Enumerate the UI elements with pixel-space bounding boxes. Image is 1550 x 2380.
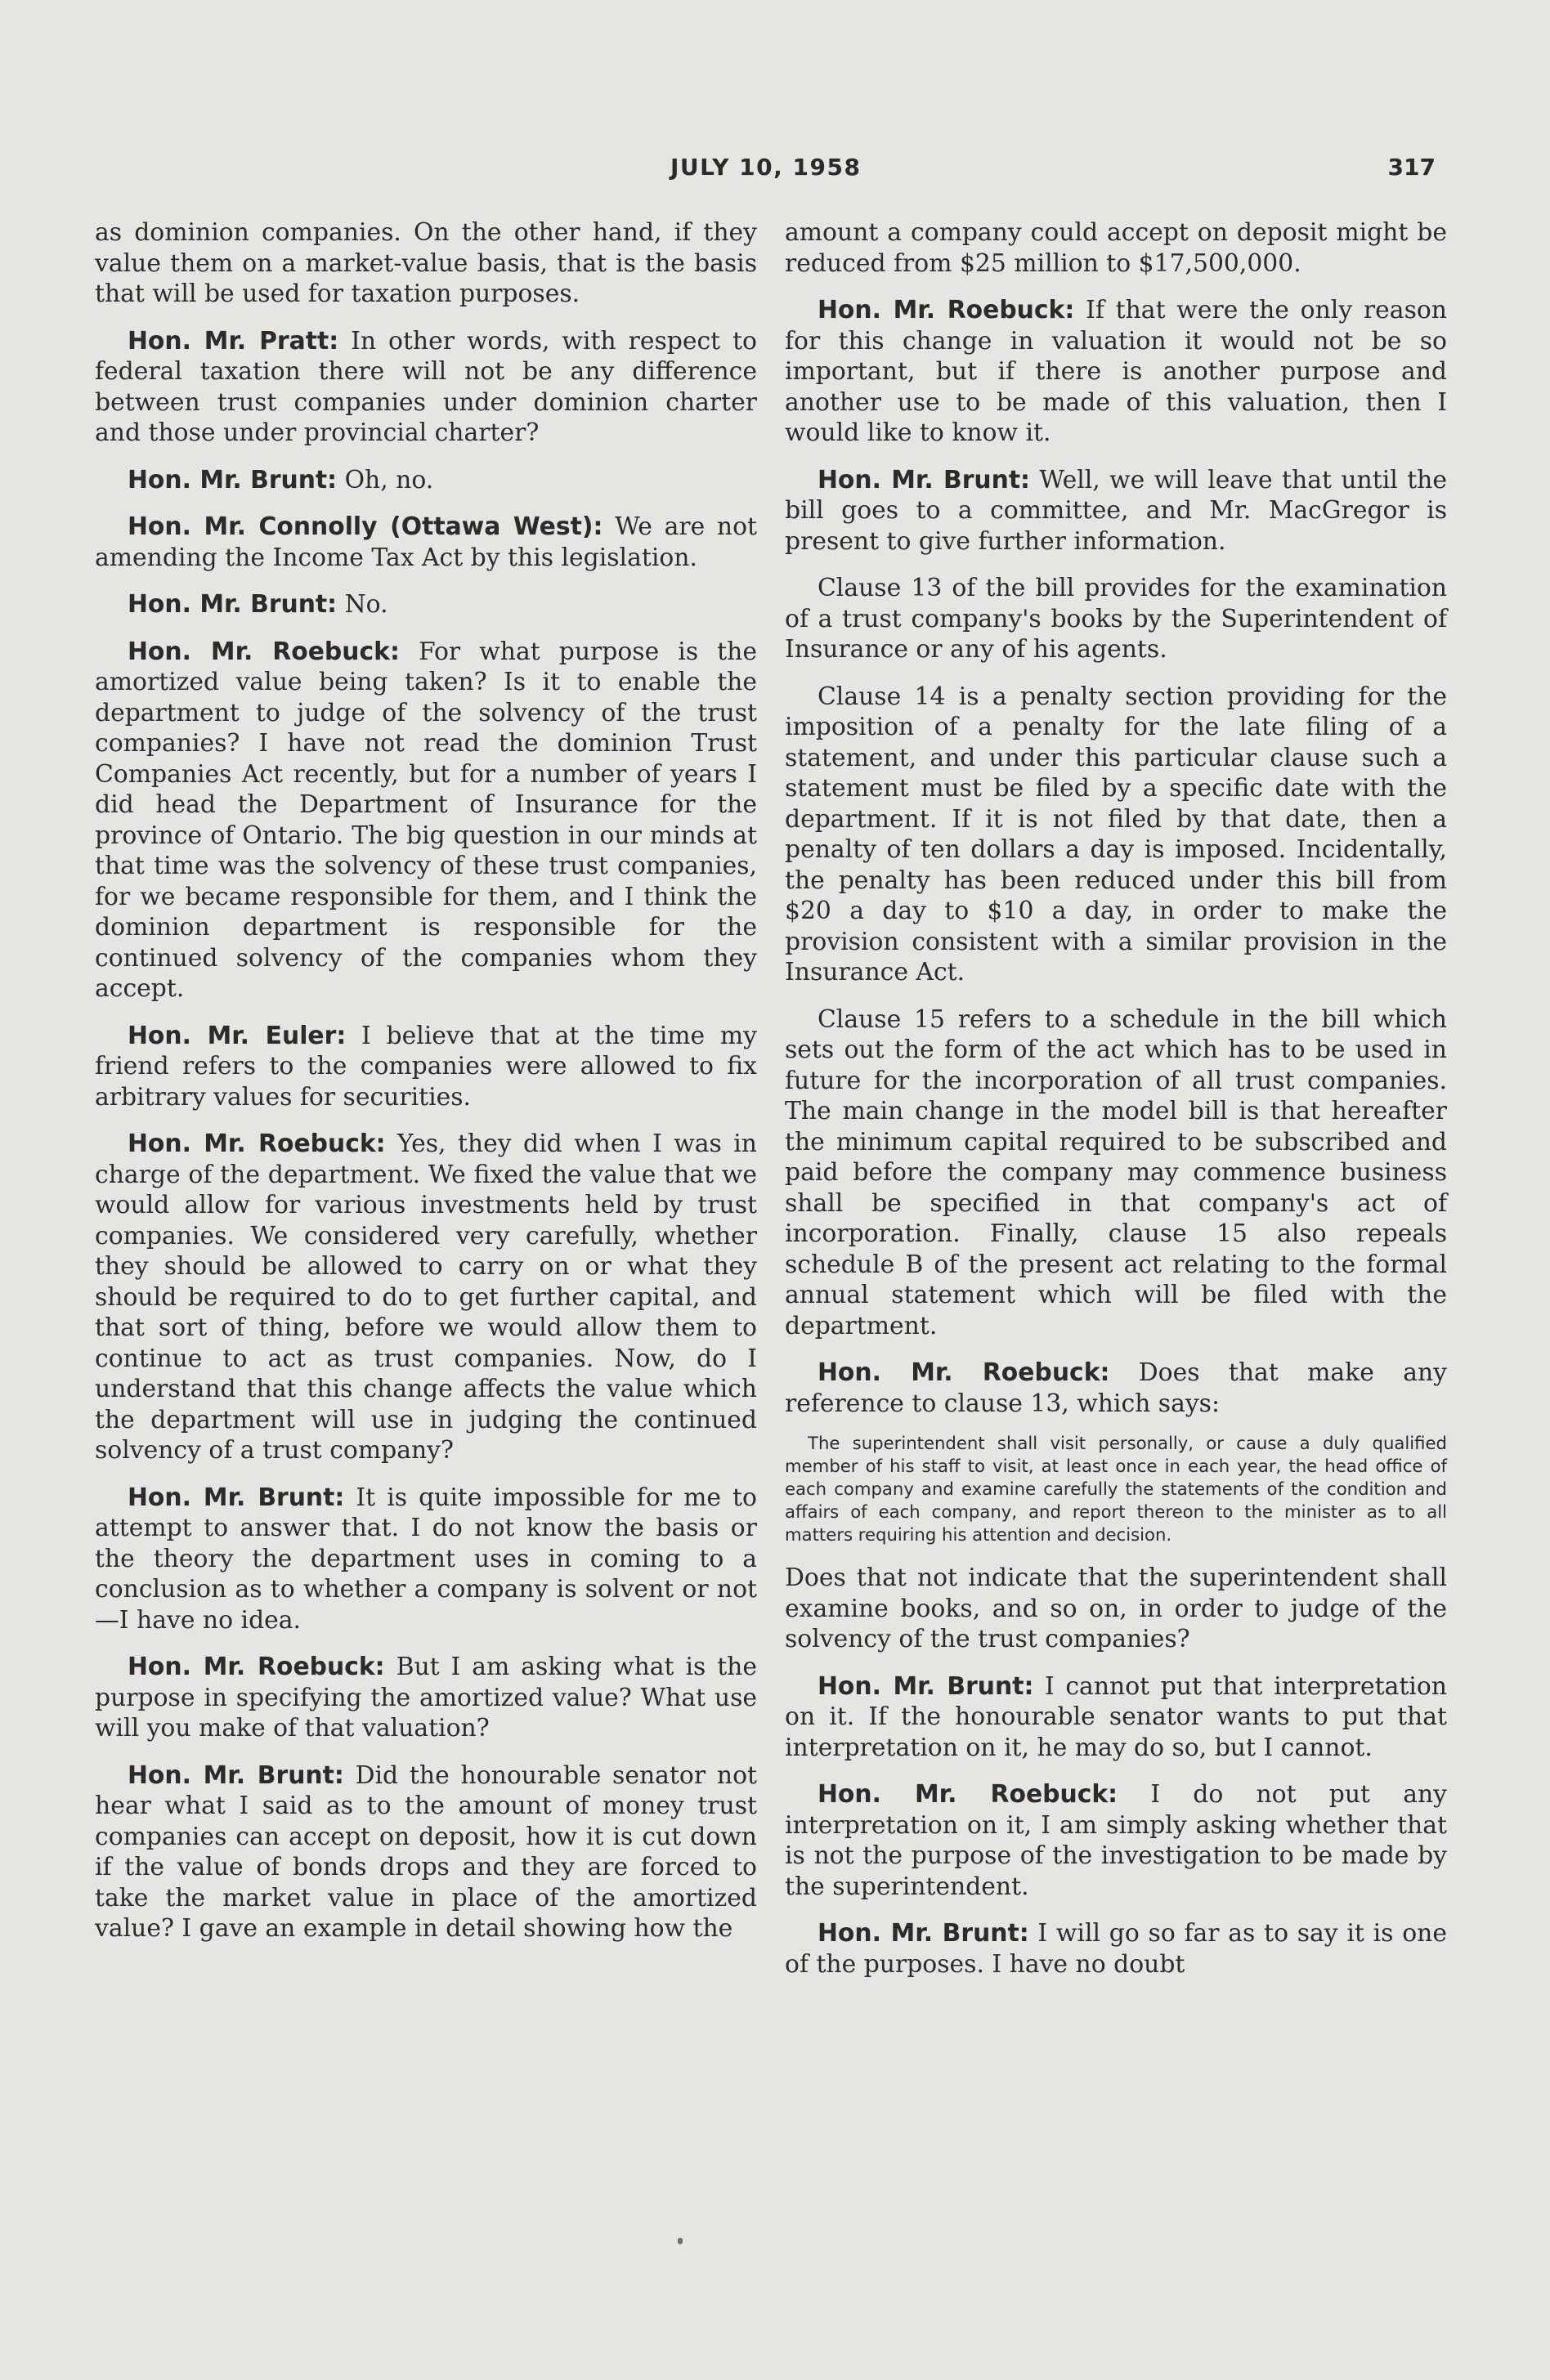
page-header	[0, 154, 1550, 190]
paragraph	[95, 1129, 757, 1466]
paragraph	[95, 1760, 757, 1944]
paragraph-text: I will go so far as to say it is one of the purposes. I have no doubt	[785, 1919, 1447, 1979]
paragraph-text: If that were the only reason for this change in valuation it would not be so important, but if there is another purpose and another use to be made of this valuation, then I would like to know it.	[785, 296, 1447, 447]
paragraph: as dominion companies. On the other hand, if they value them on a market-value basis, that is the basis that will be used for taxation purposes.	[95, 218, 757, 308]
speaker-name: Hon. Mr. Brunt:	[128, 590, 338, 619]
speaker-name: Hon. Mr. Euler:	[128, 1021, 347, 1050]
paragraph	[785, 1918, 1447, 1980]
header-date: JULY 10, 1958	[670, 154, 862, 181]
speaker-name: Hon. Mr. Brunt:	[818, 1671, 1034, 1701]
paragraph-text: I believe that at the time my friend refers to the companies were allowed to fix arbitrary values for securities.	[95, 1021, 757, 1112]
paragraph-text: Did the honourable senator not hear what I said as to the amount of money trust companies can accept on deposit, how it is cut down if the value of bonds drops and they are forced to take the market value in place of the amortized value? I gave an example in detail showing how the	[95, 1760, 757, 1943]
right-column	[785, 217, 1447, 1996]
paragraph-text: It is quite impossible for me to attempt to answer that. I do not know the basis or the theory the department uses in coming to a conclusion as to whether a company is solvent or not—I have no idea.	[95, 1483, 757, 1635]
page-number: 317	[1387, 154, 1436, 181]
paragraph: Clause 14 is a penalty section providing for the imposition of a penalty for the late filing of a statement, and under this particular clause such a statement must be filed by a specific date with the department. If it is not filed by that date, then a penalty of ten dollars a day is imposed. Incidentally, the penalty has been reduced under this bill from $20 a day to $10 a day, in order to make the provision consistent with a similar provision in the Insurance Act.	[785, 682, 1447, 986]
speaker-name: Hon. Mr. Connolly (Ottawa West):	[128, 512, 603, 541]
paragraph: Does that not indicate that the superintendent shall examine books, and so on, in order to judge of the solvency of the trust companies?	[785, 1564, 1447, 1653]
paragraph-text: For what purpose is the amortized value being taken? Is it to enable the department to judge of the solvency of the trust companies? I have not read the dominion Trust Companies Act recently, but for a number of years I did head the Department of Insurance for the province of Ontario. The big question in our minds at that time was the solvency of these trust companies, for we became responsible for them, and I think the dominion department is responsible for the continued solvency of the companies whom they accept.	[95, 637, 757, 1003]
speaker-name: Hon. Mr. Roebuck:	[128, 637, 400, 666]
paragraph	[785, 295, 1447, 449]
speaker-name: Hon. Mr. Roebuck:	[818, 1358, 1110, 1387]
paragraph-text: Well, we will leave that until the bill goes to a committee, and Mr. MacGregor is present to give further information.	[785, 465, 1447, 556]
speaker-name: Hon. Mr. Brunt:	[128, 465, 338, 494]
paragraph-text: Oh, no.	[344, 465, 434, 494]
speaker-name: Hon. Mr. Pratt:	[128, 326, 339, 356]
paragraph	[95, 326, 757, 449]
paragraph-text: But I am asking what is the purpose in specifying the amortized value? What use will you make of that valuation?	[95, 1653, 758, 1742]
speaker-name: Hon. Mr. Roebuck:	[128, 1653, 385, 1681]
paragraph	[95, 465, 757, 496]
paragraph: amount a company could accept on deposit might be reduced from $25 million to $17,500,000.	[785, 218, 1447, 278]
speaker-name: Hon. Mr. Brunt:	[818, 465, 1030, 494]
paragraph-text: Does that make any reference to clause 13, which says:	[785, 1358, 1447, 1418]
block-quote: The superintendent shall visit personally, or cause a duly qualified member of his staff to visit, at least once in each year, the head office of each company and examine carefully the statements of the condition and affairs of each company, and report thereon to the minister as to all matters requiring his attention and decision.	[785, 1433, 1447, 1545]
paragraph-text: I do not put any interpretation on it, I am simply asking whether that is not the purpose of the investigation to be made by the superintendent.	[785, 1780, 1447, 1901]
paragraph-text: In other words, with respect to federal taxation there will not be any difference between trust companies under dominion charter and those under provincial charter?	[95, 326, 757, 447]
paragraph	[785, 1779, 1447, 1902]
paragraph	[95, 1021, 757, 1113]
speaker-name: Hon. Mr. Brunt:	[128, 1483, 345, 1512]
paragraph-text: We are not amending the Income Tax Act by this legislation.	[95, 512, 757, 572]
print-speck	[678, 2238, 683, 2244]
speaker-name: Hon. Mr. Roebuck:	[818, 1780, 1118, 1809]
paragraph-text: Yes, they did when I was in charge of the department. We fixed the value that we would allow for various investments held by trust companies. We considered very carefully, whether they should be allowed to carry on or what they should be required to do to get further capital, and that sort of thing, before we would allow them to continue to act as trust companies. Now, do I understand that this change affects the value which the department will use in judging the continued solvency of a trust company?	[95, 1130, 757, 1465]
paragraph	[785, 465, 1447, 557]
paragraph: Clause 15 refers to a schedule in the bill which sets out the form of the act which has to be used in future for the incorporation of all trust companies. The main change in the model bill is that hereafter the minimum capital required to be subscribed and paid before the company may commence business shall be specified in that company's act of incorporation. Finally, clause 15 also repeals schedule B of the present act relating to the formal annual statement which will be filed with the department.	[785, 1004, 1447, 1340]
speaker-name: Hon. Mr. Brunt:	[128, 1760, 344, 1790]
paragraph	[95, 589, 757, 620]
speaker-name: Hon. Mr. Brunt:	[818, 1919, 1029, 1948]
speaker-name: Hon. Mr. Roebuck:	[818, 296, 1075, 324]
paragraph	[95, 1483, 757, 1636]
speaker-name: Hon. Mr. Roebuck:	[128, 1130, 386, 1158]
paragraph	[95, 512, 757, 573]
paragraph: Clause 13 of the bill provides for the examination of a trust company's books by the Superintendent of Insurance or any of his agents.	[785, 574, 1447, 664]
left-column	[95, 217, 757, 1961]
paragraph-text: I cannot put that interpretation on it. If the honourable senator wants to put that interpretation on it, he may do so, but I cannot.	[785, 1671, 1447, 1762]
paragraph	[785, 1358, 1447, 1419]
paragraph	[785, 1671, 1447, 1764]
paragraph	[95, 637, 757, 1004]
paragraph-text: No.	[344, 590, 388, 619]
paragraph	[95, 1652, 757, 1744]
